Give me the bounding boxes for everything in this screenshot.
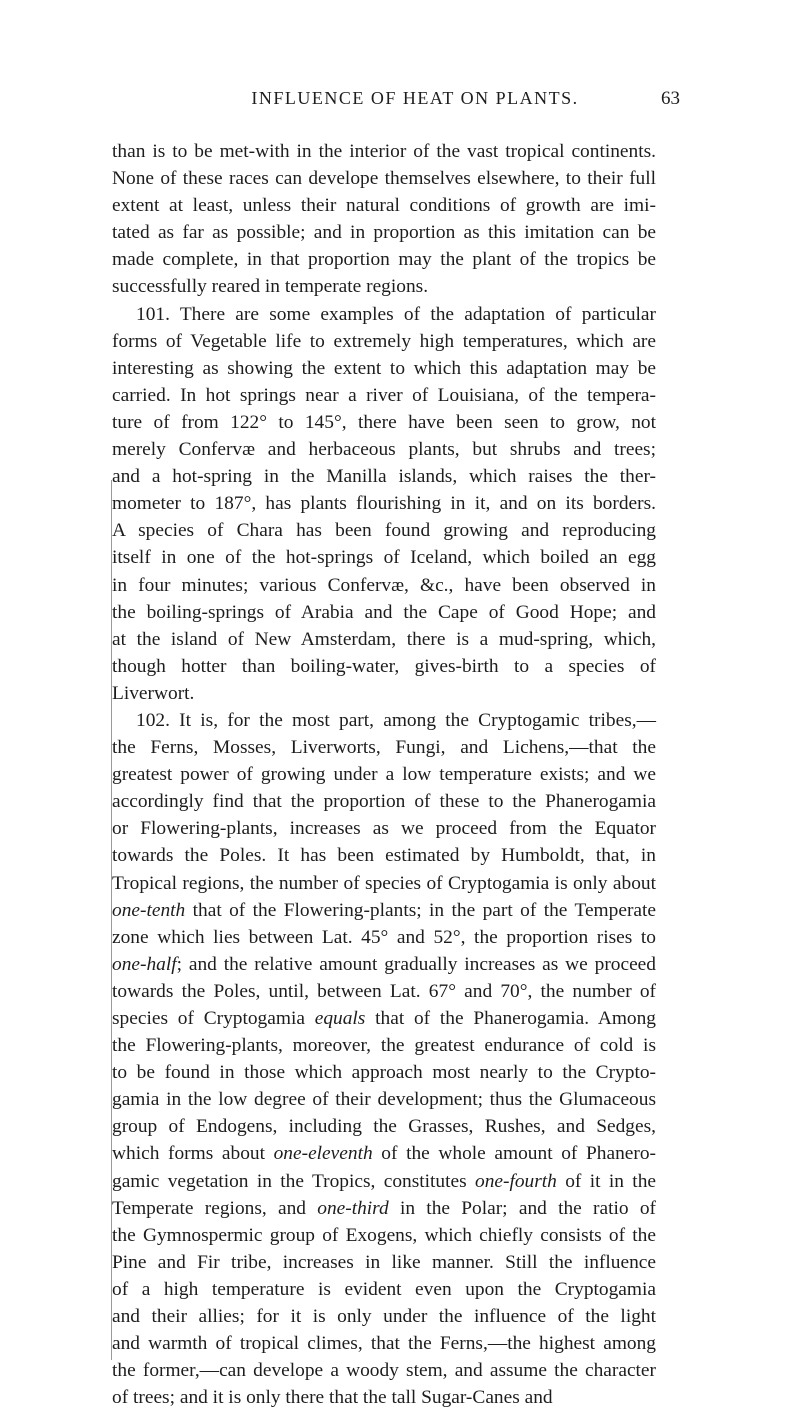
text-line: which forms about one-eleventh of the whole amount of Phanero- — [112, 1143, 656, 1165]
text-line: zone which lies between Lat. 45° and 52°, the proportion rises to — [112, 926, 656, 948]
text-line: the Flowering-plants, moreover, the greatest endurance of cold is — [112, 1035, 656, 1057]
text-line: and a hot-spring in the Manilla islands, which raises the ther- — [112, 466, 656, 488]
text-line: group of Endogens, including the Grasses, Rushes, and Sedges, — [112, 1116, 656, 1138]
text-line: 102. It is, for the most part, among the Cryptogamic tribes,— — [136, 709, 656, 731]
text-line: Pine and Fir tribe, increases in like manner. Still the influence — [112, 1251, 656, 1273]
text-line: itself in one of the hot-springs of Iceland, which boiled an egg — [112, 547, 656, 569]
text-line: None of these races can develope themselves elsewhere, to their full — [112, 168, 656, 190]
page-number: 63 — [661, 88, 680, 109]
text-line: accordingly find that the proportion of these to the Phanerogamia — [112, 791, 656, 813]
text-line: Temperate regions, and one-third in the Polar; and the ratio of — [112, 1197, 656, 1219]
text-line: tated as far as possible; and in proportion as this imitation can be — [112, 222, 656, 244]
text-line: ture of from 122° to 145°, there have been seen to grow, not — [112, 411, 656, 433]
text-line: the Ferns, Mosses, Liverworts, Fungi, and Lichens,—that the — [112, 737, 656, 759]
text-line: the boiling-springs of Arabia and the Cape of Good Hope; and — [112, 601, 656, 623]
text-line: species of Cryptogamia equals that of the Phanerogamia. Among — [112, 1008, 657, 1029]
text-line: the former,—can develope a woody stem, and assume the character — [112, 1360, 656, 1382]
text-line: towards the Poles. It has been estimated by Humboldt, that, in — [112, 845, 656, 867]
text-line: towards the Poles, until, between Lat. 67° and 70°, the number of — [112, 980, 656, 1002]
text-line: one-half; and the relative amount gradually increases as we proceed — [112, 953, 656, 975]
text-line: A species of Chara has been found growing and reproducing — [112, 520, 656, 542]
text-line: 101. There are some examples of the adaptation of particular — [136, 303, 656, 325]
text-line: Liverwort. — [112, 682, 195, 704]
text-line: at the island of New Amsterdam, there is a mud-spring, which, — [112, 628, 656, 650]
text-line: than is to be met-with in the interior of the vast tropical continents. — [112, 141, 656, 162]
text-line: forms of Vegetable life to extremely high temperatures, which are — [112, 330, 656, 352]
text-line: to be found in those which approach most nearly to the Crypto- — [112, 1062, 656, 1084]
text-line: mometer to 187°, has plants flourishing in it, and on its borders. — [112, 493, 656, 515]
text-line: or Flowering-plants, increases as we proceed from the Equator — [112, 818, 656, 840]
text-line: merely Confervæ and herbaceous plants, but shrubs and trees; — [112, 439, 656, 461]
text-line: carried. In hot springs near a river of Louisiana, of the tempera- — [112, 384, 656, 406]
text-line: successfully reared in temperate regions. — [112, 276, 429, 298]
text-line: greatest power of growing under a low temperature exists; and we — [112, 764, 656, 786]
body-text — [112, 138, 656, 1411]
text-line: the Gymnospermic group of Exogens, which chiefly consists of the — [112, 1224, 656, 1246]
text-line: of a high temperature is evident even upon the Cryptogamia — [112, 1278, 656, 1300]
text-line: gamic vegetation in the Tropics, constitutes one-fourth of it in the — [112, 1170, 656, 1192]
text-line: Tropical regions, the number of species of Cryptogamia is only about — [112, 872, 656, 894]
text-line: made complete, in that proportion may the plant of the tropics be — [112, 249, 656, 271]
running-title: INFLUENCE OF HEAT ON PLANTS. — [251, 88, 579, 108]
text-line: of trees; and it is only there that the tall Sugar-Canes and — [112, 1387, 553, 1409]
text-line: in four minutes; various Confervæ, &c., have been observed in — [112, 574, 656, 596]
running-header — [0, 88, 800, 114]
text-line: one-tenth that of the Flowering-plants; in the part of the Temperate — [112, 899, 656, 921]
text-line: and warmth of tropical climes, that the Ferns,—the highest among — [112, 1333, 656, 1355]
text-line: gamia in the low degree of their development; thus the Glumaceous — [112, 1089, 656, 1111]
text-line: and their allies; for it is only under the influence of the light — [112, 1306, 656, 1328]
text-line: interesting as showing the extent to which this adaptation may be — [112, 357, 656, 379]
text-line: though hotter than boiling-water, gives-birth to a species of — [112, 655, 656, 677]
text-line: extent at least, unless their natural conditions of growth are imi- — [112, 195, 656, 217]
